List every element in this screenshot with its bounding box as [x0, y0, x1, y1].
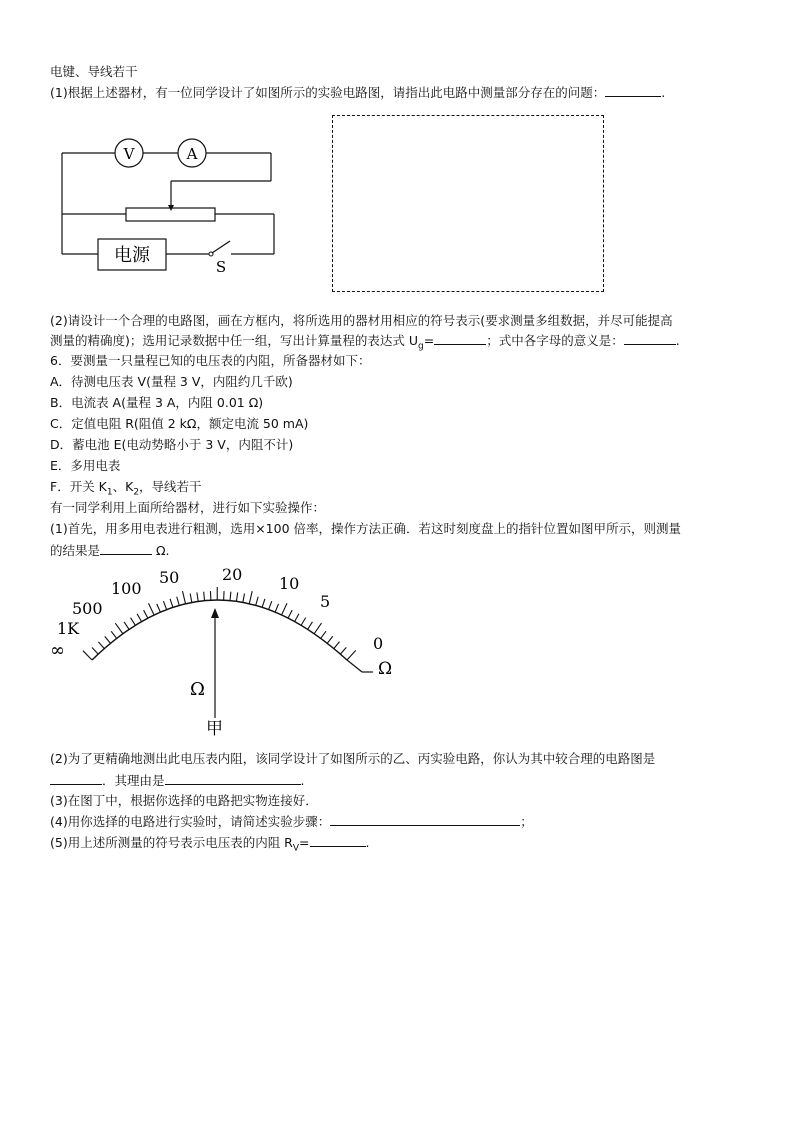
answer-blank[interactable] [50, 772, 102, 785]
switch-label: S [215, 258, 227, 276]
answer-blank[interactable] [100, 542, 152, 555]
question-2-line-1: (2)请设计一个合理的电路图，画在方框内，将所选用的器材用相应的符号表示(要求测量多组数据，并尽可能提高 [50, 313, 673, 328]
step-3-line: (3)在图丁中，根据你选择的电路把实物连接好． [50, 793, 318, 808]
dial-tick [249, 591, 252, 604]
dial-tick [288, 610, 292, 618]
dial-tick [98, 642, 104, 649]
dial-label-0: 0 [373, 634, 384, 653]
dial-tick [236, 592, 237, 601]
dial-label-500: 500 [72, 599, 103, 618]
dial-tick [314, 623, 321, 634]
dial-tick [256, 597, 258, 606]
dial-tick [295, 614, 299, 622]
equipment-c: C．定值电阻 R(阻值 2 kΩ，额定电流 50 mA) [50, 416, 309, 431]
text-line-1: 电键、导线若干 [50, 64, 138, 79]
dial-tick [144, 610, 148, 618]
dial-label-50: 50 [159, 568, 180, 587]
dial-tick [269, 601, 272, 609]
step-1-line-1: (1)首先，用多用电表进行粗测，选用×100 倍率，操作方法正确．若这时刻度盘上的指针位置如图甲所示，则测量 [50, 521, 682, 536]
pointer-arrow-icon [211, 608, 219, 618]
dial-tick [262, 599, 265, 608]
dial-tick [197, 592, 198, 601]
dial-caption: 甲 [206, 719, 223, 738]
dial-label-inf: ∞ [50, 640, 65, 661]
step-4-line: (4)用你选择的电路进行实验时，请简述实验步骤： ； [50, 814, 533, 829]
answer-blank[interactable] [434, 332, 486, 345]
answer-blank[interactable] [165, 772, 301, 785]
step-2-line-2: ．其理由是 . [50, 772, 305, 789]
dial-tick [157, 604, 161, 612]
dial-tick [115, 623, 123, 634]
dial-tick [340, 647, 346, 654]
ammeter-label: A [186, 145, 198, 163]
dial-unit-right: Ω [378, 659, 393, 679]
dial-unit-left: Ω [190, 679, 205, 700]
dial-tick [275, 604, 278, 612]
dial-tick [137, 614, 141, 622]
equipment-b: B．电流表 A(量程 3 A，内阻 0.01 Ω) [50, 395, 264, 410]
dial-tick [163, 601, 166, 609]
circuit-diagram [55, 132, 285, 280]
dial-tick [190, 594, 192, 603]
step-1-line-2: 的结果是 Ω. [50, 543, 170, 558]
equipment-a: A．待测电压表 V(量程 3 V，内阻约几千欧) [50, 374, 293, 389]
dial-tick [301, 618, 306, 626]
dial-tick [170, 599, 173, 608]
equipment-d: D．蓄电池 E(电动势略小于 3 V，内阻不计) [50, 437, 294, 452]
answer-blank[interactable] [624, 332, 676, 345]
switch [212, 241, 230, 253]
answer-blank[interactable] [330, 813, 520, 826]
dial-label-5: 5 [320, 592, 331, 611]
dial-label-1k: 1K [57, 619, 80, 638]
step-5-line: (5)用上述所测量的符号表示电压表的内阻 $R_V=$ . [50, 835, 370, 854]
dial-label-20: 20 [222, 565, 243, 584]
equipment-f: F．开关 $K_1$、$K_2$，导线若干 [50, 479, 202, 498]
dial-tick [177, 597, 179, 606]
dial-tick [105, 636, 111, 643]
circuit-answer-box[interactable] [332, 115, 604, 292]
dial-tick [347, 650, 356, 660]
dial-label-10: 10 [279, 574, 300, 593]
voltmeter-label: V [123, 145, 135, 163]
answer-blank[interactable] [605, 84, 661, 97]
power-source-label: 电源 [114, 245, 150, 266]
dial-tick [83, 651, 92, 660]
dial-tick [204, 592, 205, 601]
question-2-line-2: 测量的精确度)；选用记录数据中任一组，写出计算量程的表达式 $U_g=$ ；式中各字母的意义是： . [50, 333, 680, 352]
ohmmeter-dial [40, 558, 410, 738]
dial-tick [308, 622, 313, 630]
dial-tick [243, 594, 245, 603]
step-2-line-1: (2)为了更精确地测出此电压表内阻，该同学设计了如图所示的乙、丙实验电路，你认为其中较合理的电路图是 [50, 751, 656, 766]
dial-tick [327, 636, 333, 643]
question-1-line: (1)根据上述器材，有一位同学设计了如图所示的实验电路图，请指出此电路中测量部分存在的问题： . [50, 85, 666, 100]
dial-tick [183, 591, 186, 604]
dial-tick [230, 592, 231, 601]
dial-label-100: 100 [111, 579, 142, 598]
dial-tick [124, 622, 129, 629]
dial-tick [282, 603, 287, 615]
dial-tick [334, 642, 340, 649]
dial-tick [111, 631, 117, 638]
dial-tick [131, 618, 136, 626]
procedure-intro: 有一同学利用上面所给器材，进行如下实验操作： [50, 500, 326, 515]
dial-tick [92, 648, 98, 655]
answer-blank[interactable] [310, 834, 366, 847]
equipment-e: E．多用电表 [50, 458, 121, 473]
problem-6-title: 6．要测量一只量程已知的电压表的内阻，所备器材如下： [50, 353, 371, 368]
dial-tick [148, 603, 154, 615]
dial-tick [321, 631, 326, 638]
